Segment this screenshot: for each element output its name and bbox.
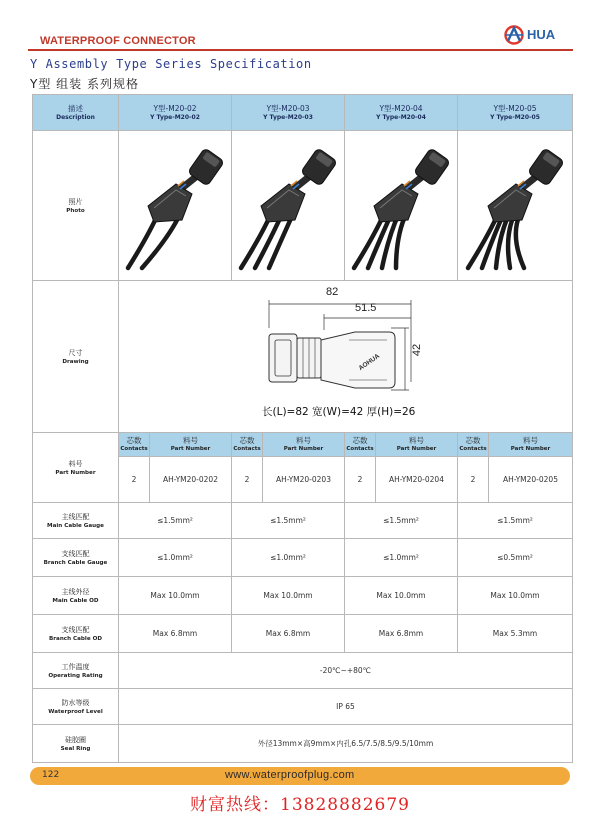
contacts-value: 2 [232, 457, 263, 503]
header-row [33, 95, 573, 131]
contacts-value: 2 [458, 457, 489, 503]
model-head: Y型-M20-03 Y Type-M20-03 [232, 95, 345, 131]
main-od-label: 主线外径 Main Cable OD [33, 577, 119, 615]
description-head: 描述 Description [33, 95, 119, 131]
header-title: WATERPROOF CONNECTOR [40, 35, 196, 47]
y-connector-image [233, 136, 343, 276]
contacts-value: 2 [345, 457, 376, 503]
model-head: Y型-M20-04 Y Type-M20-04 [345, 95, 458, 131]
contacts-head: 芯数 Contacts [458, 433, 489, 457]
branch-od-value: Max 6.8mm [232, 615, 345, 653]
branch-od-value: Max 6.8mm [345, 615, 458, 653]
model-head: Y型-M20-05 Y Type-M20-05 [458, 95, 573, 131]
part-number-label: 料号 Part Number [33, 433, 119, 503]
brand-logo [503, 24, 573, 46]
branch-gauge-value: ≤0.5mm² [458, 539, 573, 577]
part-head: 料号 Part Number [150, 433, 232, 457]
branch-od-row [33, 615, 573, 653]
product-photo [345, 131, 458, 281]
branch-od-label: 支线匹配 Branch Cable OD [33, 615, 119, 653]
y-connector-image [346, 136, 456, 276]
main-od-value: Max 10.0mm [119, 577, 232, 615]
waterproof-label: 防水等级 Waterproof Level [33, 689, 119, 725]
branch-gauge-value: ≤1.0mm² [232, 539, 345, 577]
branch-gauge-value: ≤1.0mm² [119, 539, 232, 577]
branch-cable [516, 214, 524, 268]
dimension-height: 42 [411, 343, 424, 356]
drawing-row [33, 281, 573, 433]
operating-row [33, 653, 573, 689]
part-head: 料号 Part Number [376, 433, 458, 457]
drawing-logo: AOHUA [357, 352, 382, 372]
main-od-row [33, 577, 573, 615]
aohua-logo-icon [503, 24, 527, 46]
product-photo [458, 131, 573, 281]
branch-gauge-row [33, 539, 573, 577]
main-gauge-label: 主线匹配 Main Cable Gauge [33, 503, 119, 539]
page-title-en: Y Assembly Type Series Specification [30, 57, 312, 71]
branch-gauge-label: 支线匹配 Branch Cable Gauge [33, 539, 119, 577]
main-od-value: Max 10.0mm [458, 577, 573, 615]
photo-row [33, 131, 573, 281]
waterproof-value: IP 65 [119, 689, 573, 725]
molded-body [148, 184, 192, 222]
brand-name: HUA [527, 27, 556, 42]
branch-od-value: Max 6.8mm [119, 615, 232, 653]
drawing-label: 尺寸 Drawing [33, 281, 119, 433]
operating-value: -20℃~+80℃ [119, 653, 573, 689]
product-photo [119, 131, 232, 281]
branch-cable [142, 214, 180, 268]
page-title-cn: Y型 组装 系列规格 [30, 77, 139, 91]
dimension-body-length: 51.5 [355, 301, 377, 314]
spec-table [32, 94, 573, 763]
hotline-text: 财富热线：13828882679 [190, 795, 410, 815]
molded-body [488, 184, 532, 222]
part-value: AH-YM20-0202 [150, 457, 232, 503]
part-subheader-row [33, 433, 573, 457]
contacts-value: 2 [119, 457, 150, 503]
main-gauge-value: ≤1.5mm² [345, 503, 458, 539]
contacts-head: 芯数 Contacts [232, 433, 263, 457]
part-value: AH-YM20-0205 [489, 457, 573, 503]
photo-label: 照片 Photo [33, 131, 119, 281]
operating-label: 工作温度 Operating Rating [33, 653, 119, 689]
main-od-value: Max 10.0mm [232, 577, 345, 615]
branch-cable [508, 214, 514, 268]
product-photo [232, 131, 345, 281]
header-divider [28, 49, 573, 51]
website-link[interactable]: www.waterproofplug.com [225, 769, 355, 781]
branch-od-value: Max 5.3mm [458, 615, 573, 653]
branch-gauge-value: ≤1.0mm² [345, 539, 458, 577]
main-gauge-value: ≤1.5mm² [458, 503, 573, 539]
main-gauge-row [33, 503, 573, 539]
part-value: AH-YM20-0203 [263, 457, 345, 503]
branch-cable [128, 214, 158, 268]
seal-row [33, 725, 573, 763]
main-gauge-value: ≤1.5mm² [232, 503, 345, 539]
main-od-value: Max 10.0mm [345, 577, 458, 615]
main-gauge-value: ≤1.5mm² [119, 503, 232, 539]
y-connector-image [120, 136, 230, 276]
y-connector-image [460, 136, 570, 276]
waterproof-row [33, 689, 573, 725]
model-head: Y型-M20-02 Y Type-M20-02 [119, 95, 232, 131]
part-value: AH-YM20-0204 [376, 457, 458, 503]
dimension-total-length: 82 [326, 285, 339, 298]
molded-body [374, 184, 418, 222]
seal-value: 外径13mm×高9mm×内孔6.5/7.5/8.5/9.5/10mm [119, 725, 573, 763]
part-head: 料号 Part Number [263, 433, 345, 457]
molded-body [261, 184, 305, 222]
contacts-head: 芯数 Contacts [119, 433, 150, 457]
contacts-head: 芯数 Contacts [345, 433, 376, 457]
dimension-summary: 长(L)=82 宽(W)=42 厚(H)=26 [262, 405, 416, 418]
seal-label: 硅胶圈 Seal Ring [33, 725, 119, 763]
part-head: 料号 Part Number [489, 433, 573, 457]
dimension-drawing [119, 281, 573, 433]
page-number: 122 [42, 770, 60, 780]
